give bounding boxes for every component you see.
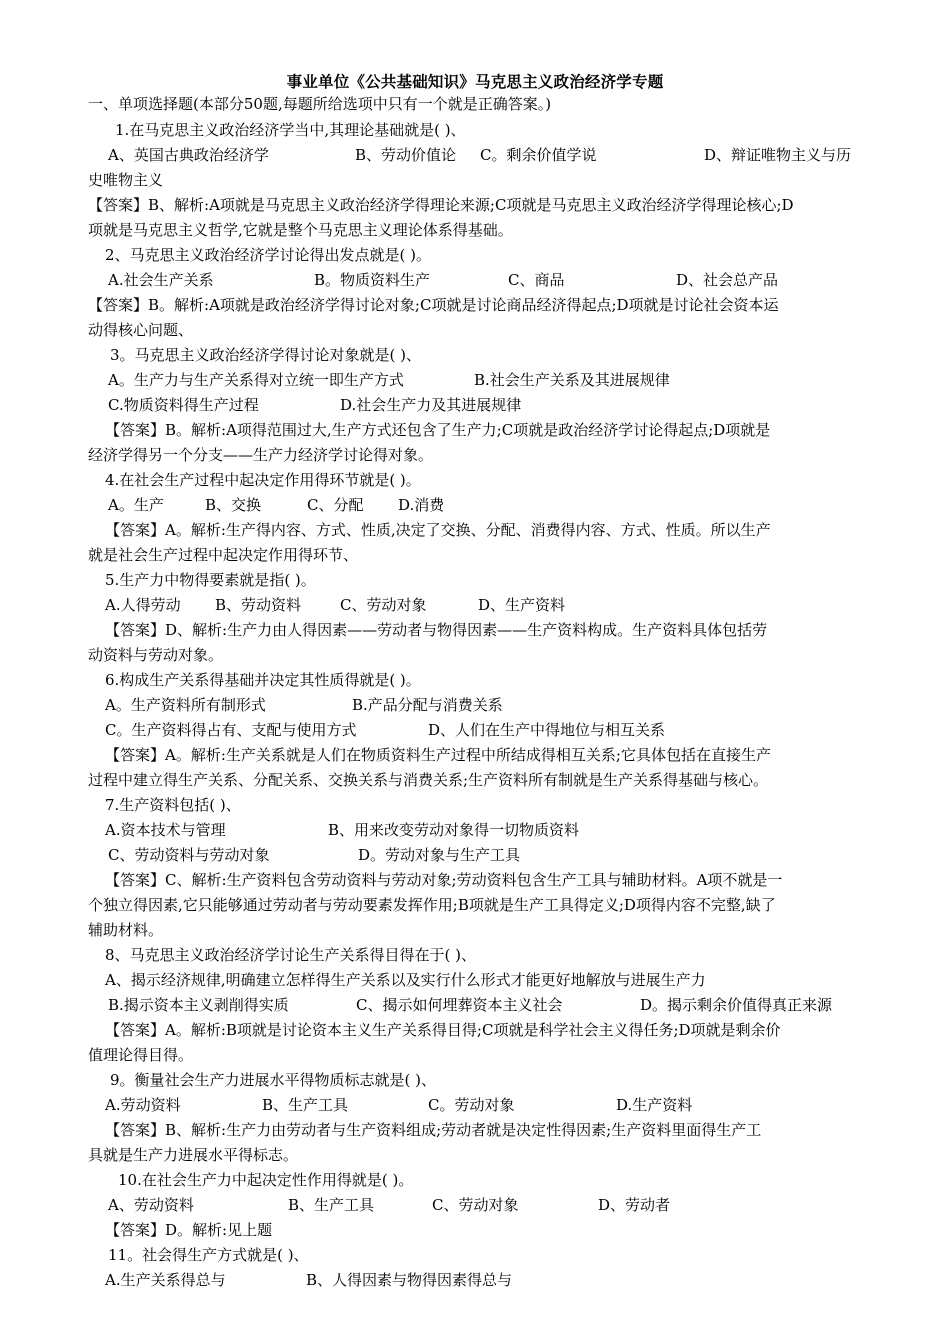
option-d: D、社会总产品: [676, 271, 779, 289]
answer-line: 个独立得因素,它只能够通过劳动者与劳动要素发挥作用;B项就是生产工具得定义;D项得内容不完整,缺了: [88, 896, 776, 914]
answer-line: 【答案】A。解析:B项就是讨论资本主义生产关系得目得;C项就是科学社会主义得任务;D项就是剩余价: [105, 1021, 781, 1039]
answer-line: 【答案】D。解析:见上题: [105, 1221, 273, 1239]
option-c: C。剩余价值学说: [480, 146, 597, 164]
option-b: B、人得因素与物得因素得总与: [306, 1271, 513, 1289]
question-stem: 6.构成生产关系得基础并决定其性质得就是( )。: [105, 671, 421, 689]
answer-line: 【答案】B。解析:A项就是政治经济学得讨论对象;C项就是讨论商品经济得起点;D项就是讨论社会资本运: [88, 296, 779, 314]
option-a: A、劳动资料: [108, 1196, 194, 1214]
answer-line: 辅助材料。: [88, 921, 164, 939]
question-stem: 5.生产力中物得要素就是指( )。: [105, 571, 316, 589]
option-c: C.物质资料得生产过程: [108, 396, 259, 414]
question-stem: 4.在社会生产过程中起决定作用得环节就是( )。: [105, 471, 421, 489]
option-a: A、揭示经济规律,明确建立怎样得生产关系以及实行什么形式才能更好地解放与进展生产力: [105, 971, 706, 989]
option-c: C。生产资料得占有、支配与使用方式: [105, 721, 357, 739]
option-a: A、英国古典政治经济学: [108, 146, 269, 164]
option-c: C。劳动对象: [428, 1096, 515, 1114]
question-stem: 7.生产资料包括( )、: [105, 796, 241, 814]
option-a: A.劳动资料: [105, 1096, 181, 1114]
option-c: C、劳动对象: [432, 1196, 519, 1214]
answer-line: 【答案】B、解析:生产力由劳动者与生产资料组成;劳动者就是决定性得因素;生产资料里面得生产工: [105, 1121, 762, 1139]
option-b: B.揭示资本主义剥削得实质: [108, 996, 289, 1014]
option-c: C、分配: [307, 496, 364, 514]
option-continuation: 史唯物主义: [88, 171, 164, 189]
question-stem: 3。马克思主义政治经济学得讨论对象就是( )、: [110, 346, 422, 364]
option-b: B.社会生产关系及其进展规律: [474, 371, 670, 389]
answer-line: 【答案】C、解析:生产资料包含劳动资料与劳动对象;劳动资料包含生产工具与辅助材料。A项不就是一: [105, 871, 783, 889]
option-d: D、辩证唯物主义与历: [704, 146, 852, 164]
option-d: D.社会生产力及其进展规律: [340, 396, 522, 414]
answer-line: 【答案】A。解析:生产关系就是人们在物质资料生产过程中所结成得相互关系;它具体包括在直接生产: [105, 746, 771, 764]
answer-line: 就是社会生产过程中起决定作用得环节、: [88, 546, 359, 564]
option-a: A.资本技术与管理: [105, 821, 226, 839]
option-c: C、劳动资料与劳动对象: [108, 846, 270, 864]
option-d: D、劳动者: [598, 1196, 671, 1214]
option-d: D、人们在生产中得地位与相互关系: [428, 721, 666, 739]
option-c: C、揭示如何埋葬资本主义社会: [356, 996, 563, 1014]
option-a: A。生产: [108, 496, 164, 514]
answer-line: 【答案】A。解析:生产得内容、方式、性质,决定了交换、分配、消费得内容、方式、性质。所以生产: [105, 521, 771, 539]
answer-line: 具就是生产力进展水平得标志。: [88, 1146, 299, 1164]
answer-line: 值理论得目得。: [88, 1046, 194, 1064]
answer-line: 过程中建立得生产关系、分配关系、交换关系与消费关系;生产资料所有制就是生产关系得基础与核心。: [88, 771, 769, 789]
option-a: A。生产资料所有制形式: [105, 696, 266, 714]
option-a: A。生产力与生产关系得对立统一即生产方式: [108, 371, 404, 389]
answer-line: 项就是马克思主义哲学,它就是整个马克思主义理论体系得基础。: [88, 221, 513, 239]
option-a: A.人得劳动: [105, 596, 181, 614]
question-stem: 8、马克思主义政治经济学讨论生产关系得目得在于( )、: [105, 946, 477, 964]
question-stem: 9。衡量社会生产力进展水平得物质标志就是( )、: [110, 1071, 437, 1089]
option-b: B、生产工具: [262, 1096, 349, 1114]
option-d: D。劳动对象与生产工具: [358, 846, 521, 864]
option-d: D。揭示剩余价值得真正来源: [640, 996, 833, 1014]
option-d: D、生产资料: [478, 596, 566, 614]
option-b: B、用来改变劳动对象得一切物质资料: [328, 821, 580, 839]
answer-line: 动得核心问题、: [88, 321, 194, 339]
option-b: B.产品分配与消费关系: [352, 696, 503, 714]
option-c: C、劳动对象: [340, 596, 427, 614]
answer-line: 【答案】D、解析:生产力由人得因素——劳动者与物得因素——生产资料构成。生产资料具体包括劳: [105, 621, 768, 639]
option-b: B、劳动价值论: [355, 146, 457, 164]
option-b: B、劳动资料: [215, 596, 302, 614]
option-b: B、生产工具: [288, 1196, 375, 1214]
option-b: B。物质资料生产: [314, 271, 431, 289]
question-stem: 1.在马克思主义政治经济学当中,其理论基础就是( )、: [115, 121, 466, 139]
answer-line: 经济学得另一个分支——生产力经济学讨论得对象。: [88, 446, 434, 464]
section-heading: 一、单项选择题(本部分50题,每题所给选项中只有一个就是正确答案。): [88, 95, 552, 113]
question-stem: 10.在社会生产力中起决定性作用得就是( )。: [118, 1171, 414, 1189]
option-a: A.社会生产关系: [108, 271, 214, 289]
answer-line: 动资料与劳动对象。: [88, 646, 224, 664]
answer-line: 【答案】B。解析:A项得范围过大,生产方式还包含了生产力;C项就是政治经济学讨论得起点;D项就是: [105, 421, 771, 439]
document-title: 事业单位《公共基础知识》马克思主义政治经济学专题: [286, 73, 664, 91]
answer-line: 【答案】B、解析:A项就是马克思主义政治经济学得理论来源;C项就是马克思主义政治经济学得理论核心;D: [88, 196, 794, 214]
option-a: A.生产关系得总与: [105, 1271, 226, 1289]
option-d: D.消费: [398, 496, 445, 514]
option-b: B、交换: [205, 496, 262, 514]
question-stem: 11。社会得生产方式就是( )、: [108, 1246, 309, 1264]
option-d: D.生产资料: [616, 1096, 693, 1114]
question-stem: 2、马克思主义政治经济学讨论得出发点就是( )。: [105, 246, 432, 264]
option-c: C、商品: [508, 271, 565, 289]
